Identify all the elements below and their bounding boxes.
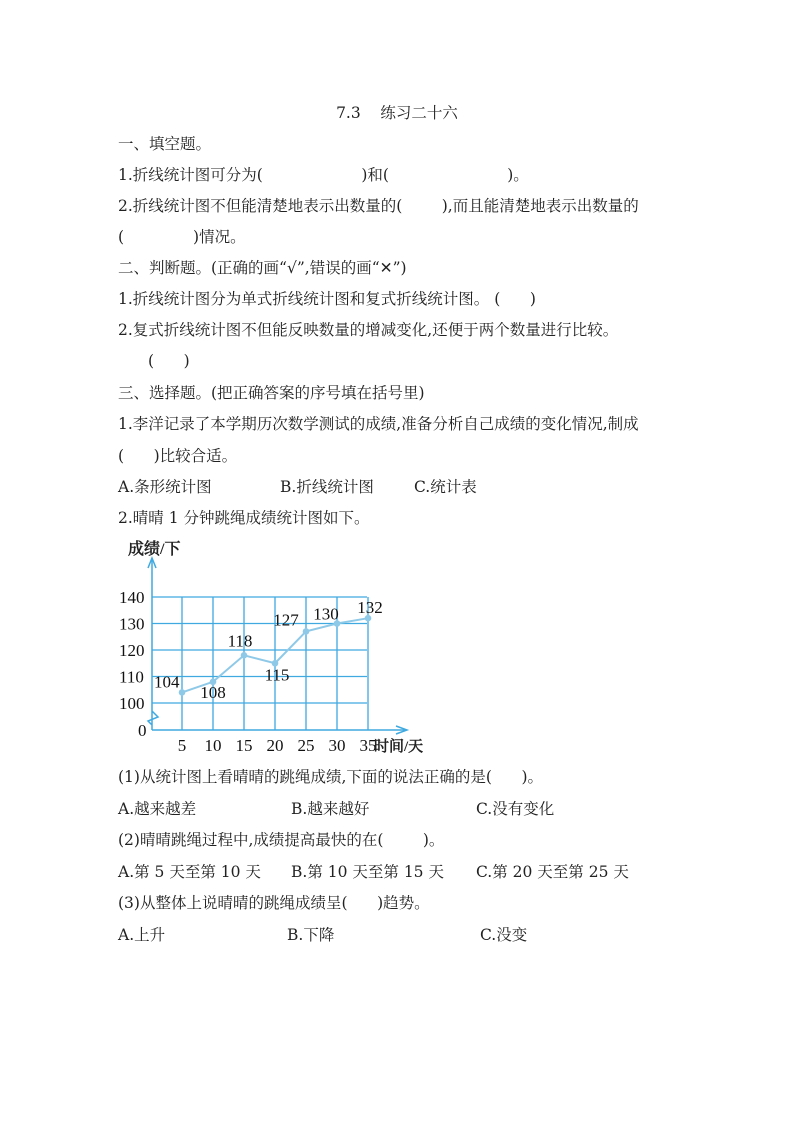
y-tick-label: 0 (138, 721, 147, 740)
sub2-option-c: C.第 20 天至第 25 天 (476, 863, 629, 881)
x-tick-label: 5 (177, 736, 187, 755)
sub-question-1: (1)从统计图上看晴晴的跳绳成绩,下面的说法正确的是( )。 (118, 768, 544, 786)
x-tick-label: 15 (235, 736, 253, 755)
y-axis-label: 成绩/下 (128, 541, 181, 558)
data-point (303, 628, 310, 635)
sub3-option-a: A.上升 (118, 926, 166, 944)
data-label: 115 (264, 665, 290, 685)
data-point (179, 689, 186, 696)
x-tick-label: 35 (359, 736, 377, 755)
y-tick-label: 140 (119, 588, 145, 607)
choice-question-1-line1: 1.李洋记录了本学期历次数学测试的成绩,准备分析自己成绩的变化情况,制成 (118, 415, 639, 433)
choice-question-2: 2.晴晴 1 分钟跳绳成绩统计图如下。 (118, 509, 370, 527)
data-label: 130 (313, 604, 339, 624)
fill-question-2-line2: ( )情况。 (118, 228, 246, 246)
data-label: 132 (357, 598, 383, 618)
y-axis-line (148, 560, 158, 730)
sub-question-2: (2)晴晴跳绳过程中,成绩提高最快的在( )。 (118, 831, 445, 849)
data-point (241, 652, 248, 659)
judge-question-1: 1.折线统计图分为单式折线统计图和复式折线统计图。 ( ) (118, 290, 536, 308)
choice-q1-option-a: A.条形统计图 (118, 478, 212, 496)
data-label: 108 (200, 682, 226, 702)
fill-question-1: 1.折线统计图可分为( )和( )。 (118, 166, 529, 184)
x-axis-label: 时间/天 (374, 739, 424, 755)
choice-q1-option-c: C.统计表 (414, 478, 477, 496)
fill-question-2-line1: 2.折线统计图不但能清楚地表示出数量的( ),而且能清楚地表示出数量的 (118, 197, 639, 215)
sub2-option-b: B.第 10 天至第 15 天 (291, 863, 444, 881)
judge-question-2-line2: ( ) (148, 352, 190, 370)
y-tick-label: 130 (119, 614, 145, 634)
x-tick-label: 10 (204, 736, 222, 755)
choice-q1-option-b: B.折线统计图 (280, 478, 374, 496)
x-tick-label: 20 (266, 736, 284, 755)
choice-question-1-line2: ( )比较合适。 (118, 447, 238, 465)
sub1-option-c: C.没有变化 (476, 800, 555, 818)
sub3-option-b: B.下降 (287, 926, 335, 944)
y-tick-label: 100 (119, 694, 145, 713)
data-label: 127 (273, 610, 299, 630)
data-label: 118 (227, 631, 253, 651)
section-choice-heading: 三、选择题。(把正确答案的序号填在括号里) (118, 384, 425, 402)
x-tick-label: 25 (297, 736, 315, 755)
section-fill-heading: 一、填空题。 (118, 135, 212, 153)
page-title: 7.3 练习二十六 (336, 104, 458, 122)
section-judge-heading: 二、判断题。(正确的画“√”,错误的画“✕”) (118, 259, 407, 277)
y-tick-label: 110 (119, 667, 144, 687)
judge-question-2-line1: 2.复式折线统计图不但能反映数量的增减变化,还便于两个数量进行比较。 (118, 321, 619, 339)
x-tick-label: 30 (328, 736, 346, 755)
sub3-option-c: C.没变 (480, 926, 528, 944)
sub1-option-b: B.越来越好 (291, 800, 370, 818)
data-label: 104 (154, 672, 180, 692)
y-tick-label: 120 (119, 641, 145, 660)
sub-question-3: (3)从整体上说晴晴的跳绳成绩呈( )趋势。 (118, 894, 430, 912)
sub1-option-a: A.越来越差 (118, 800, 197, 818)
jump-rope-line-chart (110, 530, 430, 760)
sub2-option-a: A.第 5 天至第 10 天 (118, 863, 261, 881)
